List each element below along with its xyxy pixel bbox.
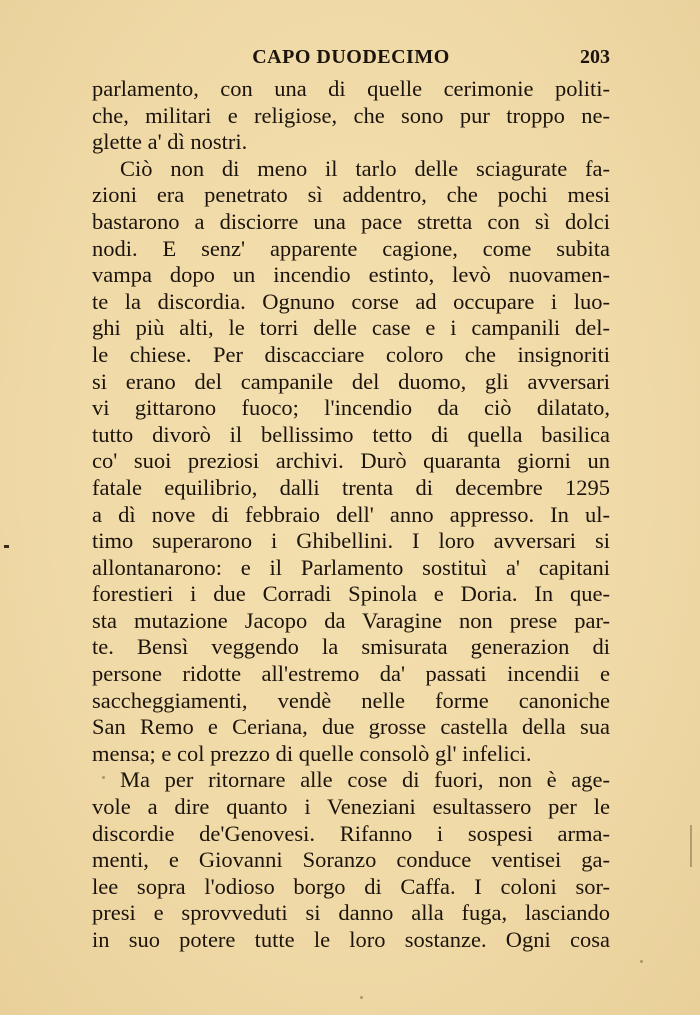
text-line: nodi. E senz' apparente cagione, come subita bbox=[92, 235, 610, 261]
text-line: tutto divorò il bellissimo tetto di quella basilica bbox=[92, 421, 610, 447]
text-line: sta mutazione Jacopo da Varagine non prese par- bbox=[92, 607, 610, 633]
text-line: allontanarono: e il Parlamento sostituì a' capitani bbox=[92, 554, 610, 580]
running-head: CAPO DUODECIMO bbox=[252, 46, 450, 68]
text-line: lee sopra l'odioso borgo di Caffa. I coloni sor- bbox=[92, 873, 610, 899]
text-line: ghi più alti, le torri delle case e i campanili del- bbox=[92, 315, 610, 341]
text-line: vole a dire quanto i Veneziani esultassero per le bbox=[92, 794, 610, 820]
text-line: timo superarono i Ghibellini. I loro avversari si bbox=[92, 528, 610, 554]
text-line: in suo potere tutte le loro sostanze. Ogni cosa bbox=[92, 927, 610, 952]
text-line: Ma per ritornare alle cose di fuori, non è age- bbox=[120, 767, 610, 793]
text-line: discordie de'Genovesi. Rifanno i sospesi arma- bbox=[92, 820, 610, 846]
page-number: 203 bbox=[580, 46, 610, 68]
text-line: che, militari e religiose, che sono pur troppo ne- bbox=[92, 102, 610, 128]
text-line: te. Bensì veggendo la smisurata generazion di bbox=[92, 634, 610, 660]
paper-speck bbox=[102, 776, 105, 779]
text-line: vi gittarono fuoco; l'incendio da ciò dilatato, bbox=[92, 395, 610, 421]
text-line: fatale equilibrio, dalli trenta di decembre 1295 bbox=[92, 474, 610, 500]
text-line: San Remo e Ceriana, due grosse castella della sua bbox=[92, 714, 610, 740]
text-line: mensa; e col prezzo di quelle consolò gl' infelici. bbox=[92, 740, 532, 766]
text-line: te la discordia. Ognuno corse ad occupare i luo- bbox=[92, 288, 610, 314]
text-line: le chiese. Per discacciare coloro che insignoriti bbox=[92, 341, 610, 367]
text-line: si erano del campanile del duomo, gli avversari bbox=[92, 368, 610, 394]
text-line: menti, e Giovanni Soranzo conduce ventisei ga- bbox=[92, 847, 610, 873]
page-header bbox=[92, 46, 610, 76]
text-line: bastarono a disciorre una pace stretta con sì dolci bbox=[92, 208, 610, 234]
margin-mark bbox=[4, 545, 9, 548]
paper-speck bbox=[640, 960, 643, 963]
text-line: saccheggiamenti, vendè nelle forme canoniche bbox=[92, 687, 610, 713]
text-line: glette a' dì nostri. bbox=[92, 129, 248, 155]
text-line: a dì nove di febbraio dell' anno appresso. In ul- bbox=[92, 501, 610, 527]
paper-speck bbox=[360, 996, 363, 999]
text-line: parlamento, con una di quelle cerimonie politi- bbox=[92, 76, 610, 101]
edge-shadow bbox=[690, 825, 692, 867]
text-line: zioni era penetrato sì addentro, che pochi mesi bbox=[92, 182, 610, 208]
text-line: presi e sprovveduti si danno alla fuga, lasciando bbox=[92, 900, 610, 926]
text-line: vampa dopo un incendio estinto, levò nuovamen- bbox=[92, 262, 610, 288]
body-text bbox=[92, 76, 610, 954]
text-line: forestieri i due Corradi Spinola e Doria. In que- bbox=[92, 581, 610, 607]
text-line: co' suoi preziosi archivi. Durò quaranta giorni un bbox=[92, 448, 610, 474]
text-line: Ciò non di meno il tarlo delle sciagurate fa- bbox=[120, 155, 610, 181]
text-line: persone ridotte all'estremo da' passati incendii e bbox=[92, 661, 610, 687]
